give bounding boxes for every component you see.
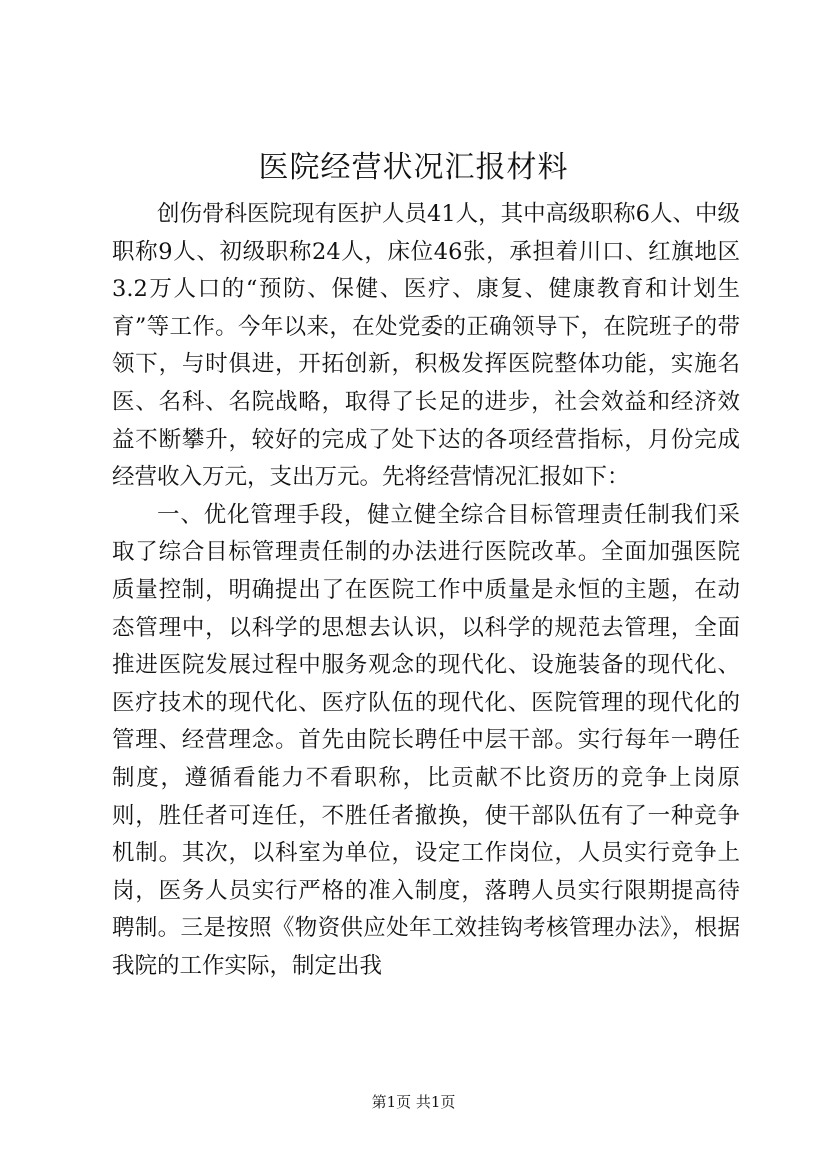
document-title: 医院经营状况汇报材料: [258, 150, 569, 185]
page-number-footer: 第1页 共1页: [371, 1093, 456, 1111]
paragraph-intro: 创伤骨科医院现有医护人员41人，其中高级职称6人、中级职称9人、初级职称24人，床位46张，承担着川口、红旗地区3.2万人口的“预防、保健、医疗、康复、健康教育和计划生育”等工作。今年以来，在处党委的正确领导下，在院班子的带领下，与时俱进，开拓创新，积极发挥医院整体功能，实施名医、名科、名院战略，取得了长足的进步，社会效益和经济效益不断攀升，较好的完成了处下达的各项经营指标，月份完成经营收入万元，支出万元。先将经营情况汇报如下：: [112, 201, 740, 491]
document-body: [112, 196, 740, 985]
paragraph-section-one: 一、优化管理手段，健立健全综合目标管理责任制我们采取了综合目标管理责任制的办法进行医院改革。全面加强医院质量控制，明确提出了在医院工作中质量是永恒的主题，在动态管理中，以科学的思想去认识，以科学的规范去管理，全面推进医院发展过程中服务观念的现代化、设施装备的现代化、医疗技术的现代化、医疗队伍的现代化、医院管理的现代化的管理、经营理念。首先由院长聘任中层干部。实行每年一聘任制度，遵循看能力不看职称，比贡献不比资历的竞争上岗原则，胜任者可连任，不胜任者撤换，使干部队伍有了一种竞争机制。其次，以科室为单位，设定工作岗位，人员实行竞争上岗，医务人员实行严格的准入制度，落聘人员实行限期提高待聘制。三是按照《物资供应处年工效挂钩考核管理办法》，根据我院的工作实际，制定出我: [112, 501, 740, 979]
